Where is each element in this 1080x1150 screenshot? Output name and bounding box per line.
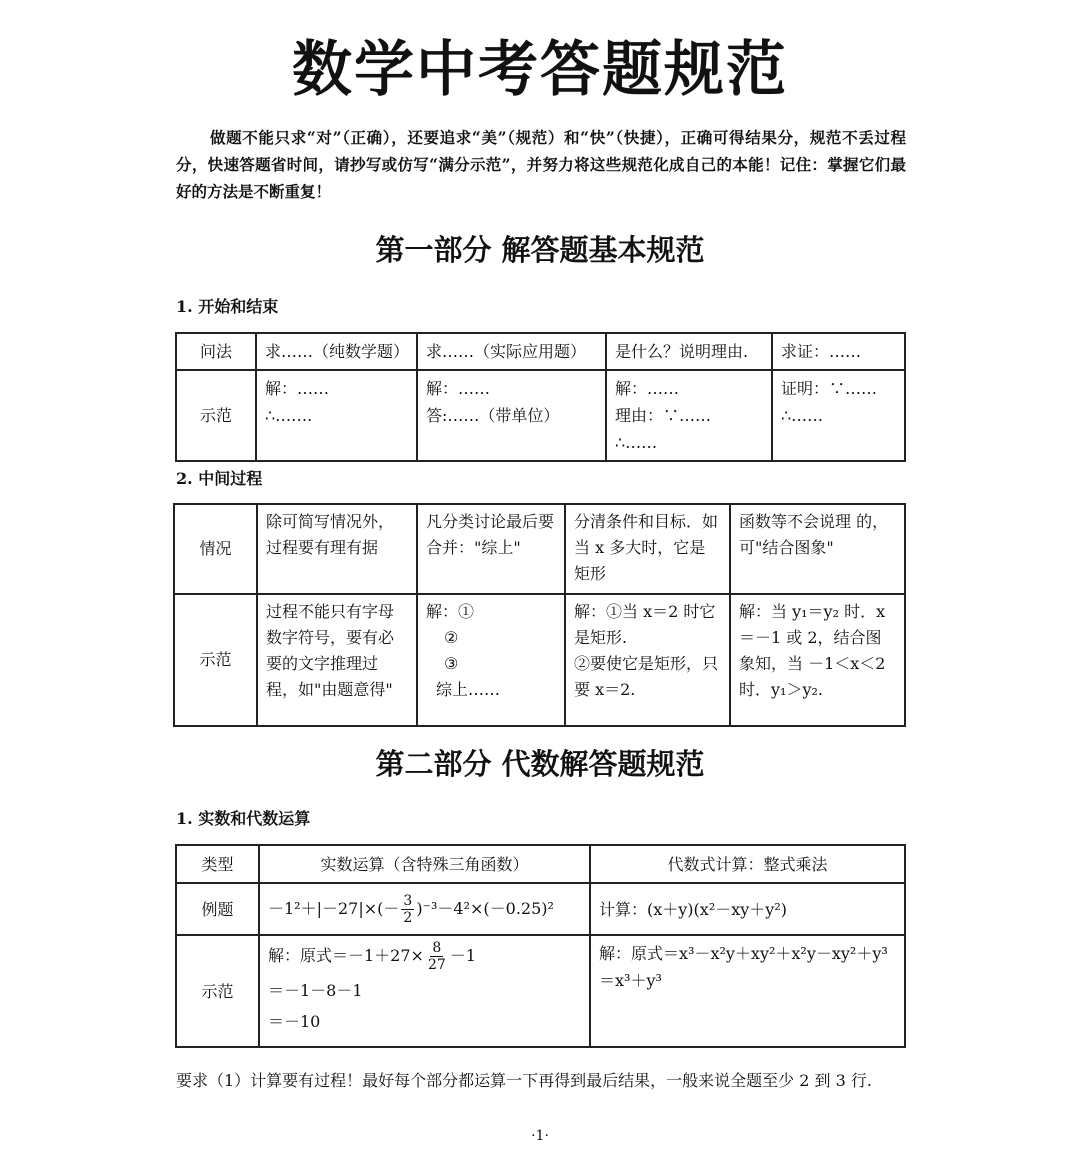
- table-cell: [606, 370, 772, 461]
- middle-process-table: [173, 503, 906, 727]
- algebra-example-cell: 计算：(x＋y)(x²－xy＋y²): [590, 883, 905, 935]
- table-cell: 除可简写情况外，过程要有理有据: [257, 504, 417, 594]
- table-cell: 求证：……: [772, 333, 905, 370]
- requirement-note: 要求（1）计算要有过程！最好每个部分都运算一下再得到最后结果，一般来说全题至少 2 到 3 行.: [176, 1071, 872, 1090]
- cell-line: 理由：∵……: [615, 406, 712, 425]
- cell-line: 解：……: [265, 379, 330, 398]
- table-row: [174, 504, 905, 594]
- arithmetic-table: [175, 844, 906, 1048]
- page-title: 数学中考答题规范: [292, 35, 788, 105]
- part1-heading: 第一部分 解答题基本规范: [375, 233, 705, 267]
- table-cell: 凡分类讨论最后要合并："综上": [417, 504, 565, 594]
- denominator: 2: [403, 909, 413, 926]
- cell-line: ∴……: [781, 406, 824, 425]
- part2-section1-heading: 1. 实数和代数运算: [176, 809, 311, 828]
- cell-line: ＝－10: [268, 1012, 321, 1031]
- table-cell: 分清条件和目标．如当 x 多大时，它是矩形: [565, 504, 730, 594]
- column-header: 代数式计算：整式乘法: [590, 845, 905, 883]
- table-cell: 求……（纯数学题）: [256, 333, 417, 370]
- part1-section1-heading: 1. 开始和结束: [176, 297, 279, 316]
- part2-heading: 第二部分 代数解答题规范: [375, 747, 705, 781]
- cell-line: ＝－1－8－1: [268, 981, 363, 1000]
- table-row: [176, 370, 905, 461]
- part1-section2-heading: 2. 中间过程: [176, 469, 263, 488]
- math-text: －1²＋|－27|×(－: [268, 898, 400, 918]
- denominator: 27: [427, 957, 446, 973]
- table-row: [176, 883, 905, 935]
- table-row: [176, 935, 905, 1047]
- cell-line: 解：①: [426, 602, 475, 621]
- cell-line: ②: [444, 628, 459, 647]
- table-cell: [417, 370, 606, 461]
- table-cell: [772, 370, 905, 461]
- real-example-cell: [259, 883, 590, 935]
- row-header: 示范: [174, 594, 257, 726]
- start-end-table: [175, 332, 906, 462]
- row-header: 问法: [176, 333, 256, 370]
- math-text: )⁻³－4²×(－0.25)²: [416, 898, 554, 918]
- table-row: [176, 333, 905, 370]
- cell-line: 解：①当 x＝2 时它是矩形.: [574, 602, 716, 647]
- fraction: [401, 893, 414, 926]
- row-header: 示范: [176, 370, 256, 461]
- table-cell: 解：当 y₁＝y₂ 时．x＝－1 或 2，结合图象知，当 －1＜x＜2 时．y₁＞y₂.: [730, 594, 905, 726]
- math-text: －1: [449, 946, 476, 965]
- cell-line: 答:……（带单位）: [426, 406, 560, 425]
- cell-line: [268, 940, 581, 973]
- cell-line: ∴…….: [265, 406, 313, 425]
- table-cell: 是什么？说明理由.: [606, 333, 772, 370]
- cell-line: ∴……: [615, 433, 658, 452]
- cell-line: 解：……: [426, 379, 491, 398]
- table-cell: [565, 594, 730, 726]
- table-row: [174, 594, 905, 726]
- fraction: [426, 940, 448, 973]
- column-header: 类型: [176, 845, 259, 883]
- table-cell: 函数等不会说理 的，可"结合图象": [730, 504, 905, 594]
- cell-line: ③: [444, 654, 459, 673]
- table-cell: 过程不能只有字母数字符号，要有必要的文字推理过程，如"由题意得": [257, 594, 417, 726]
- cell-line: ②要使它是矩形，只要 x＝2.: [574, 654, 719, 699]
- table-cell: 求……（实际应用题）: [417, 333, 606, 370]
- intro-paragraph: 做题不能只求“对”（正确），还要追求“美”（规范）和“快”（快捷），正确可得结果分，规范不丢过程分，快速答题省时间，请抄写或仿写“满分示范”，并努力将这些规范化成自己的本能！记住：掌握它们最好的方法是不断重复！: [176, 128, 906, 201]
- cell-line: 综上……: [436, 680, 501, 699]
- row-header: 例题: [176, 883, 259, 935]
- cell-line: ＝x³＋y³: [599, 971, 662, 990]
- row-header: 情况: [174, 504, 257, 594]
- real-demo-cell: [259, 935, 590, 1047]
- algebra-demo-cell: [590, 935, 905, 1047]
- numerator: 8: [432, 940, 442, 956]
- page-number: ·1·: [531, 1128, 549, 1144]
- cell-line: 解：……: [615, 379, 680, 398]
- math-text: 解：原式＝－1＋27×: [268, 946, 424, 965]
- table-cell: [256, 370, 417, 461]
- table-cell: [417, 594, 565, 726]
- row-header: 示范: [176, 935, 259, 1047]
- table-row: [176, 845, 905, 883]
- cell-line: 解：原式＝x³－x²y＋xy²＋x²y－xy²＋y³: [599, 944, 888, 963]
- cell-line: 证明：∵……: [781, 379, 878, 398]
- numerator: 3: [403, 892, 413, 909]
- column-header: 实数运算（含特殊三角函数）: [259, 845, 590, 883]
